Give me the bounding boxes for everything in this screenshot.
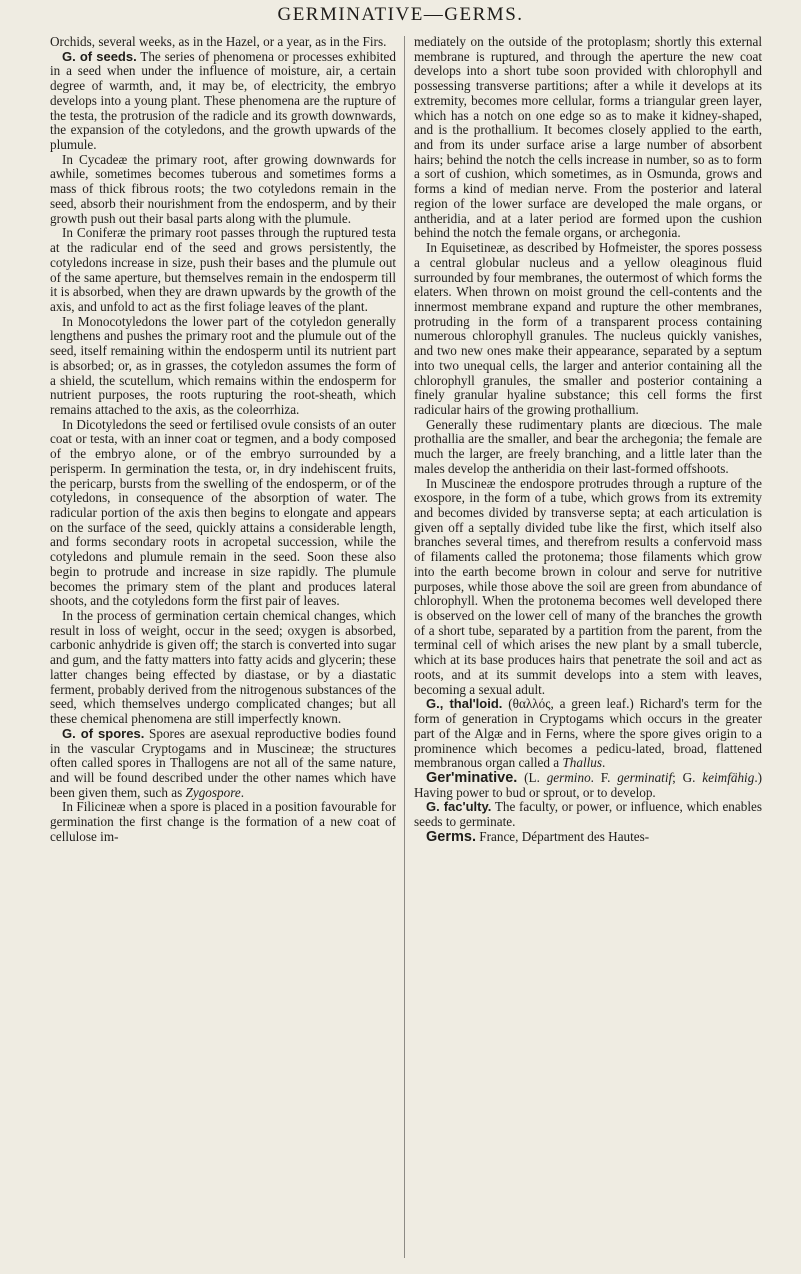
headword-g-of-spores: G. of spores. (62, 725, 145, 741)
paragraph-chemical-changes: In the process of germination certain chemical changes, which result in loss of weight, occur in the seed; oxygen is absorbed, carbonic anhydride is given off; the starch is converted into sugar and gum, and the fatty matters into fatty acids and glycerin; these latter changes being effected by diastase, or by a diastatic ferment, probably derived from the nitrogenous substances of the seed, which themselves undergo complicated changes; but all these chemical phenomena are still imperfectly known. (50, 608, 396, 727)
paragraph-dioecious: Generally these rudimentary plants are diœcious. The male prothallia are the smaller, and bear the archegonia; the female are much the larger, are freely branching, and a little later than the males develop the antheridia on their last-formed offshoots. (414, 416, 762, 476)
definition-germinative: .) Having power to bud or sprout, or to develop. (414, 769, 762, 800)
headword-germs: Germs. (426, 828, 476, 845)
paragraph-cycadeae: In Cycadeæ the primary root, after growing downwards for awhile, sometimes becomes tuberous and sometimes forms a mass of thick fibrous roots; the two cotyledons remain in the seed, absorb their nourishment from the endosperm, and by their growth push out their basal parts along with the plumule. (50, 151, 396, 226)
paragraph-muscineae: In Muscineæ the endospore protrudes through a rupture of the exospore, in the form of a tube, which grows from its extremity and becomes divided by transverse septa; at each articulation is given off a septally divided tube like the first, which itself also branches several times, and therefrom results a confervoid mass of filaments called the protonema; those filaments which grow into the earth become brown in colour and serve for nutritive purposes, while those above the soil are green from abundance of chlorophyll. When the protonema becomes well developed there is observed on the lower cell of many of the branches the growth of a short tube, separated by a partition from the parent, from the terminal cell of which arises the new plant by a small tubercle, which at its base produces hairs that penetrate the soil and act as roots, and at its summit develops into a stem with leaves, becoming a sexual adult. (414, 475, 762, 697)
paragraph-prothallium: mediately on the outside of the protoplasm; shortly this external membrane is ruptured, and through the aperture the new coat develops into a short tube soon provided with chlorophyll and possessing transverse partitions; after a while it develops at its extremity, becomes more cellular, forms a triangular green layer, which has a notch on one edge so as to make it kidney-shaped, and is the prothallium. It becomes closely applied to the earth, and from its under surface arise a large number of absorbent hairs; behind the notch the cells increase in number, so as to form a sort of cushion, which sometimes, as in Osmunda, grows and forms a kind of median nerve. From the posterior and lateral region of the lower surface are developed the male organs, or antheridia, and at a later period are formed upon the cushion behind the notch the female organs, or archegonia. (414, 35, 762, 241)
paragraph-filicineae: In Filicineæ when a spore is placed in a position favourable for germination the first change is the formation of a new coat of cellulose im- (50, 799, 396, 844)
definition-germs: France, Départment des Hautes- (479, 828, 650, 844)
paragraph-monocotyledons: In Monocotyledons the lower part of the cotyledon generally lengthens and pushes the primary root and the plumule out of the seed, itself remaining within the endosperm until its nutrient part is absorbed; or, as in grasses, the cotyledon assumes the form of a shield, the scutellum, which remains within the endosperm for nutrient purposes, the roots rupturing the root-sheath, which remains attached to the axis, as the coleorrhiza. (50, 313, 396, 417)
definition-g-of-spores-end: . (240, 784, 245, 800)
italic-term-zygospore: Zygospore (185, 784, 241, 800)
entry-germinative (414, 771, 762, 800)
entry-g-of-seeds (50, 50, 396, 153)
etymology-part-1: (L. (524, 769, 547, 785)
etymology-german: keimfähig (702, 769, 755, 785)
paragraph-coniferae: In Coniferæ the primary root passes through the ruptured testa at the radicular end of the seed and grows persistently, the cotyledons increase in size, push their bases and the plumule out of the same aperture, but themselves remain in the endosperm till it is absorbed, when they are drawn upwards by the growth of the axis, and unfold to act as the first foliage leaves of the plant. (50, 225, 396, 314)
italic-term-thallus: Thallus (562, 755, 603, 771)
etymology-part-2: . F. (590, 769, 618, 785)
left-column (50, 35, 396, 1260)
paragraph-orchids: Orchids, several weeks, as in the Hazel, or a year, as in the Firs. (50, 35, 387, 49)
etymology-french: germinatif (617, 769, 673, 785)
column-divider (404, 36, 405, 1258)
definition-g-thalloid: (θαλλός, a green leaf.) Richard's term for the form of generation in Cryptogams which occurs in the greater part of the Algæ and in Ferns, where the spore gives origin to a prominence which becomes a pedicu-lated, broad, flattened membranous organ called a (414, 696, 762, 771)
running-header: GERMINATIVE—GERMS. (277, 4, 524, 25)
definition-g-thalloid-end: . (602, 755, 606, 771)
entry-g-of-spores (50, 727, 396, 801)
definition-g-faculty: The faculty, or power, or influence, which enables seeds to germinate. (414, 799, 762, 830)
etymology-latin: germino (546, 769, 591, 785)
etymology-part-3: ; G. (672, 769, 703, 785)
paragraph-dicotyledons: In Dicotyledons the seed or fertilised ovule consists of an outer coat or testa, with an inner coat or tegmen, and a body composed of the embryo alone, or of the embryo surrounded by a perisperm. In germination the testa, or, in dry indehiscent fruits, the pericarp, bursts from the swelling of the endosperm, or of the cotyledons, in consequence of the absorption of water. The radicular portion of the axis then begins to elongate and appears on the surface of the seed, quickly attains a considerable length, and forms secondary roots in acropetal succession, while the cotyledons and plumule remain in the seed. Soon these also begin to protrude and increase in size rapidly. The plumule becomes the primary stem of the plant and produces lateral shoots, and the cotyledons form the first pair of leaves. (50, 416, 396, 609)
definition-g-of-spores: Spores are asexual reproductive bodies found in the vascular Cryptogams and in Muscineæ; the structures often called spores in Thallogens are not all of the same nature, and will be found described under the other names which have been given them, such as (50, 725, 396, 800)
definition-g-of-seeds: The series of phenomena or processes exhibited in a seed when under the influence of moisture, air, a certain degree of warmth, and, it may be, of electricity, the embryo develops into a young plant. These phenomena are the rupture of the testa, the protrusion of the radicle and its growth downwards, the expansion of the cotyledons, and the growth upwards of the plumule. (50, 48, 396, 153)
paragraph-equisetineae: In Equisetineæ, as described by Hofmeister, the spores possess a central globular nucleus and a yellow oleaginous fluid surrounded by four membranes, the outermost of which forms the elaters. When thrown on moist ground the cell-contents and the innermost membrane expand and rupture the other membranes, protruding in the form of a transparent process containing numerous chlorophyll granules. The nucleus quickly vanishes, and two new ones make their appearance, separated by a septum into two unequal cells, the larger and anterior containing all the chlorophyll granules, the smaller and posterior containing a finely granular hyaline substance; this cell forms the first radicular hairs of the growing prothallium. (414, 240, 762, 417)
entry-g-thalloid (414, 697, 762, 771)
headword-g-faculty: G. fac'ulty. (426, 799, 492, 815)
headword-g-thalloid: G., thal'loid. (426, 696, 503, 712)
entry-g-faculty (414, 800, 762, 829)
headword-g-of-seeds: G. of seeds. (62, 48, 137, 64)
headword-germinative: Ger'minative. (426, 769, 518, 786)
entry-germs (414, 830, 762, 845)
right-column (414, 35, 762, 1260)
